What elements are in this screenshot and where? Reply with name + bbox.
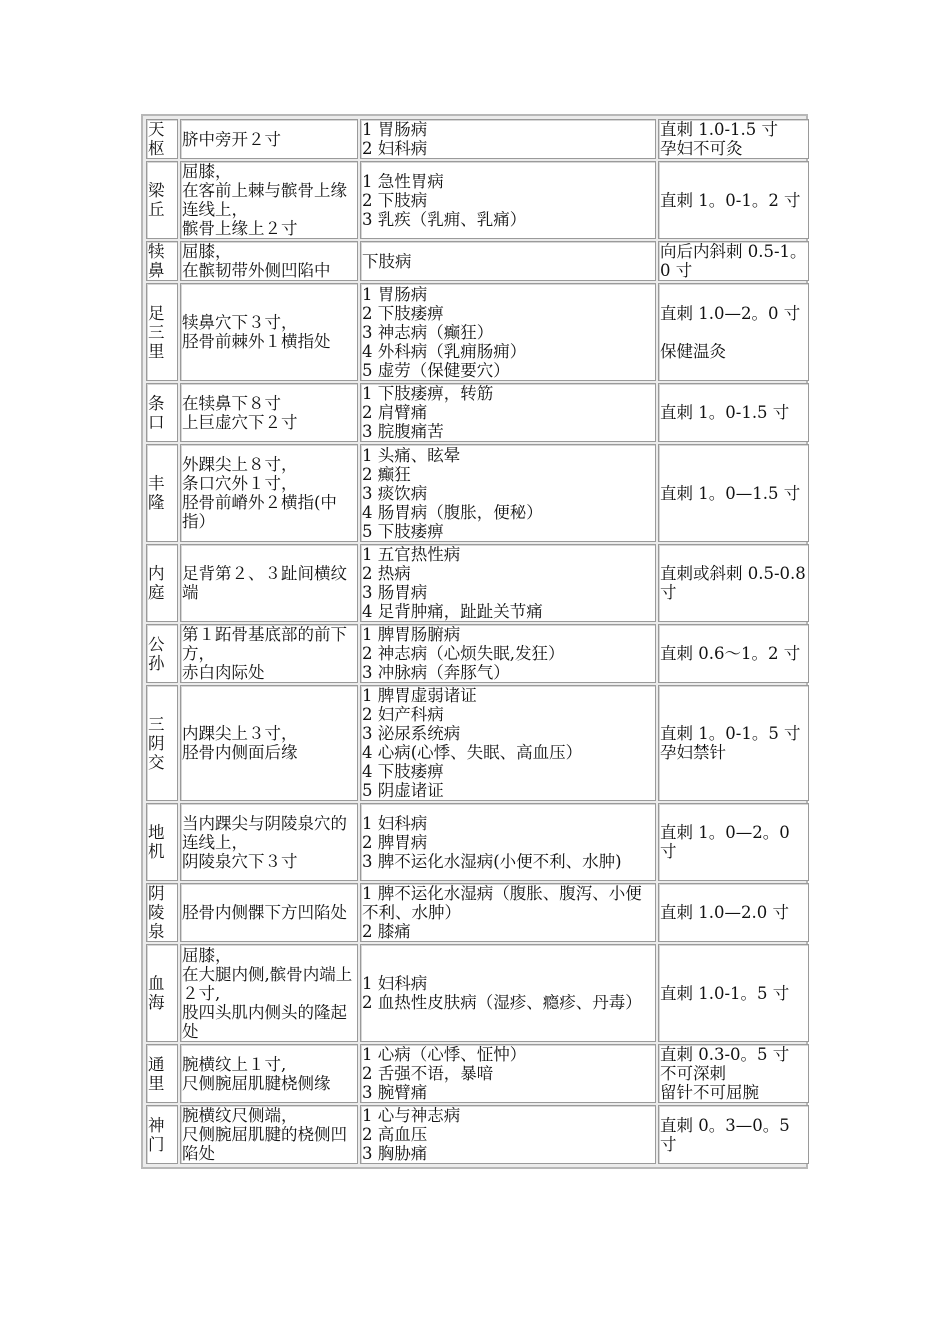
point-name-cell: 血海 xyxy=(146,944,178,1042)
acupoint-table xyxy=(141,114,808,1169)
point-location-cell: 第１跖骨基底部的前下方， 赤白肉际处 xyxy=(180,624,358,683)
point-location-cell: 脐中旁开２寸 xyxy=(180,119,358,159)
table-row xyxy=(146,1044,809,1103)
point-needling-cell: 直刺 1。0-1.5 寸 xyxy=(658,383,809,442)
point-needling-cell: 直刺 1。0—1.5 寸 xyxy=(658,444,809,542)
point-needling-cell: 直刺 1.0-1。5 寸 xyxy=(658,944,809,1042)
point-indications-cell: 1 心与神志病 2 高血压 3 胸胁痛 xyxy=(360,1105,656,1164)
point-indications-cell: 1 妇科病 2 脾胃病 3 脾不运化水湿病(小便不利、水肿) xyxy=(360,803,656,881)
point-name-cell: 通里 xyxy=(146,1044,178,1103)
point-name-cell: 地机 xyxy=(146,803,178,881)
table-row xyxy=(146,544,809,622)
point-name-cell: 阴陵泉 xyxy=(146,883,178,942)
point-needling-cell: 直刺 0.3-0。5 寸 不可深刺 留针不可屈腕 xyxy=(658,1044,809,1103)
point-needling-cell: 直刺或斜刺 0.5-0.8 寸 xyxy=(658,544,809,622)
point-indications-cell: 1 脾不运化水湿病（腹胀、腹泻、小便不利、水肿） 2 膝痛 xyxy=(360,883,656,942)
point-location-cell: 屈膝， 在髌韧带外侧凹陷中 xyxy=(180,241,358,281)
point-location-cell: 屈膝， 在大腿内侧,髌骨内端上２寸, 股四头肌内侧头的隆起处 xyxy=(180,944,358,1042)
point-location-cell: 足背第２、３趾间横纹端 xyxy=(180,544,358,622)
table-row xyxy=(146,624,809,683)
point-needling-cell: 直刺 1.0—2。0 寸 保健温灸 xyxy=(658,283,809,381)
point-needling-cell: 直刺 0。3—0。5 寸 xyxy=(658,1105,809,1164)
table-row xyxy=(146,685,809,801)
point-indications-cell: 1 妇科病 2 血热性皮肤病（湿疹、瘾疹、丹毒） xyxy=(360,944,656,1042)
point-name-cell: 丰隆 xyxy=(146,444,178,542)
point-name-cell: 天枢 xyxy=(146,119,178,159)
point-indications-cell: 1 心病（心悸、怔忡） 2 舌强不语，暴喑 3 腕臂痛 xyxy=(360,1044,656,1103)
table-row xyxy=(146,444,809,542)
point-location-cell: 当内踝尖与阴陵泉穴的连线上， 阴陵泉穴下３寸 xyxy=(180,803,358,881)
point-name-cell: 足三里 xyxy=(146,283,178,381)
table-body xyxy=(146,119,809,1164)
point-name-cell: 犊鼻 xyxy=(146,241,178,281)
point-name-cell: 神门 xyxy=(146,1105,178,1164)
point-location-cell: 腕横纹上１寸, 尺侧腕屈肌腱桡侧缘 xyxy=(180,1044,358,1103)
point-indications-cell: 1 五官热性病 2 热病 3 肠胃病 4 足背肿痛，趾趾关节痛 xyxy=(360,544,656,622)
table-row xyxy=(146,241,809,281)
point-indications-cell: 1 胃肠病 2 下肢痿痹 3 神志病（癫狂） 4 外科病（乳痈肠痈） 5 虚劳（保健要穴） xyxy=(360,283,656,381)
table-row xyxy=(146,944,809,1042)
table-row xyxy=(146,283,809,381)
point-location-cell: 腕横纹尺侧端， 尺侧腕屈肌腱的桡侧凹陷处 xyxy=(180,1105,358,1164)
point-needling-cell: 直刺 1。0—2。0 寸 xyxy=(658,803,809,881)
point-name-cell: 梁丘 xyxy=(146,161,178,239)
point-needling-cell: 直刺 1。0-1。2 寸 xyxy=(658,161,809,239)
point-indications-cell: 1 胃肠病 2 妇科病 xyxy=(360,119,656,159)
point-location-cell: 屈膝， 在客前上棘与髌骨上缘连线上， 髌骨上缘上２寸 xyxy=(180,161,358,239)
table-row xyxy=(146,1105,809,1164)
point-needling-cell: 直刺 1。0-1。5 寸 孕妇禁针 xyxy=(658,685,809,801)
point-location-cell: 在犊鼻下８寸 上巨虚穴下２寸 xyxy=(180,383,358,442)
point-indications-cell: 1 脾胃虚弱诸证 2 妇产科病 3 泌尿系统病 4 心病(心悸、失眠、高血压） 4 下肢痿痹 5 阴虚诸证 xyxy=(360,685,656,801)
point-indications-cell: 1 急性胃病 2 下肢病 3 乳疾（乳痈、乳痛） xyxy=(360,161,656,239)
point-location-cell: 外踝尖上８寸， 条口穴外１寸， 胫骨前嵴外２横指(中指） xyxy=(180,444,358,542)
point-indications-cell: 1 脾胃肠腑病 2 神志病（心烦失眠,发狂） 3 冲脉病（奔豚气） xyxy=(360,624,656,683)
point-name-cell: 三阴交 xyxy=(146,685,178,801)
table-row xyxy=(146,803,809,881)
point-needling-cell: 直刺 0.6～1。2 寸 xyxy=(658,624,809,683)
point-name-cell: 内庭 xyxy=(146,544,178,622)
point-needling-cell: 直刺 1.0—2.0 寸 xyxy=(658,883,809,942)
point-name-cell: 公孙 xyxy=(146,624,178,683)
point-location-cell: 胫骨内侧髁下方凹陷处 xyxy=(180,883,358,942)
table-row xyxy=(146,119,809,159)
table-row xyxy=(146,161,809,239)
point-location-cell: 犊鼻穴下３寸， 胫骨前棘外１横指处 xyxy=(180,283,358,381)
acupoint-table-grid xyxy=(144,117,811,1166)
point-needling-cell: 向后内斜刺 0.5-1。0 寸 xyxy=(658,241,809,281)
point-indications-cell: 1 下肢痿痹，转筋 2 肩臂痛 3 脘腹痛苦 xyxy=(360,383,656,442)
point-indications-cell: 下肢病 xyxy=(360,241,656,281)
point-name-cell: 条口 xyxy=(146,383,178,442)
table-row xyxy=(146,883,809,942)
point-location-cell: 内踝尖上３寸， 胫骨内侧面后缘 xyxy=(180,685,358,801)
point-indications-cell: 1 头痛、眩晕 2 癫狂 3 痰饮病 4 肠胃病（腹胀，便秘） 5 下肢痿痹 xyxy=(360,444,656,542)
point-needling-cell: 直刺 1.0-1.5 寸 孕妇不可灸 xyxy=(658,119,809,159)
table-row xyxy=(146,383,809,442)
